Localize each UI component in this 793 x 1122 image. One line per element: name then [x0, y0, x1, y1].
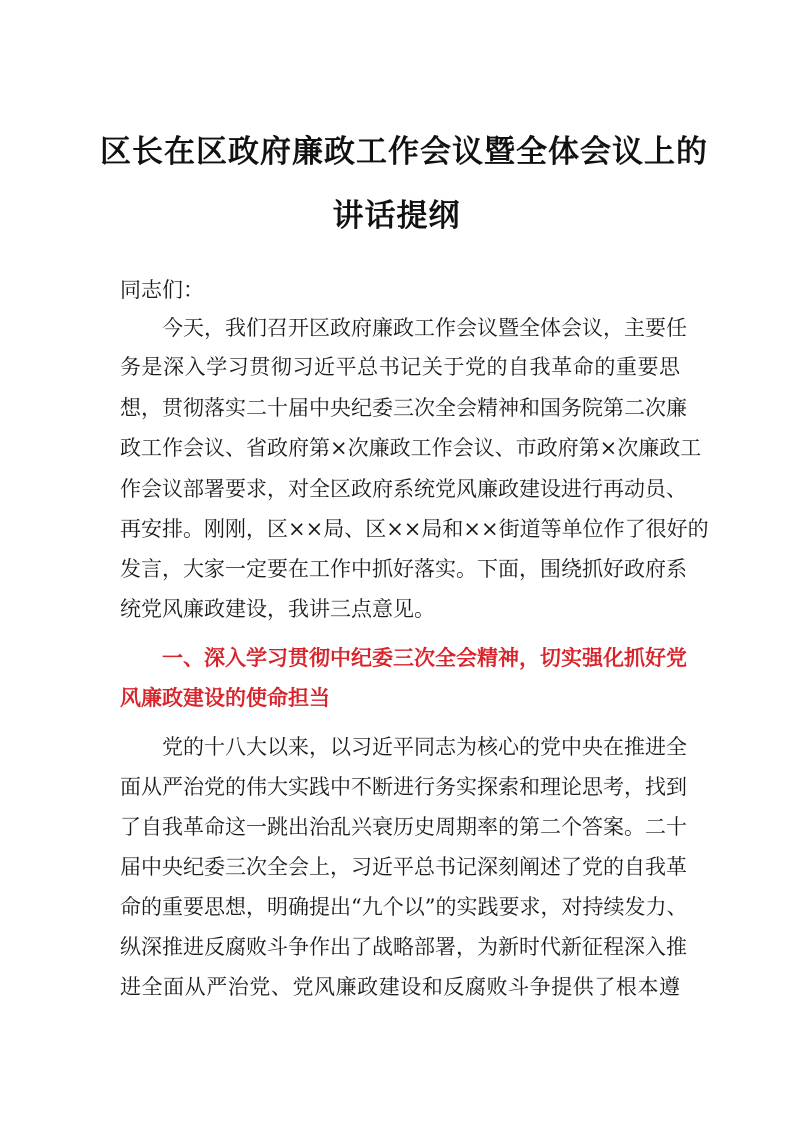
intro-line: 政工作会议、省政府第×次廉政工作会议、市政府第×次廉政工	[120, 436, 702, 460]
document-title-line-2: 讲话提纲	[332, 198, 461, 234]
body-line: 进全面从严治党、党风廉政建设和反腐败斗争提供了根本遵	[120, 975, 680, 999]
body-line: 命的重要思想，明确提出“九个以”的实践要求，对持续发力、	[120, 895, 688, 919]
body-line: 届中央纪委三次全会上，习近平总书记深刻阐述了党的自我革	[120, 855, 687, 879]
body-line: 了自我革命这一跳出治乱兴衰历史周期率的第二个答案。二十	[120, 815, 687, 839]
salutation: 同志们：	[120, 278, 204, 302]
section-heading-line: 一、深入学习贯彻中纪委三次全会精神，切实强化抓好党	[162, 646, 687, 670]
section-heading-line: 风廉政建设的使命担当	[120, 686, 330, 710]
intro-line: 务是深入学习贯彻习近平总书记关于党的自我革命的重要思	[120, 355, 680, 379]
intro-line: 作会议部署要求，对全区政府系统党风廉政建设进行再动员、	[120, 477, 687, 501]
document-title-line-1: 区长在区政府廉政工作会议暨全体会议上的	[100, 134, 708, 170]
intro-line: 想，贯彻落实二十届中央纪委三次全会精神和国务院第二次廉	[120, 396, 687, 420]
intro-line: 再安排。刚刚，区××局、区××局和××街道等单位作了很好的	[120, 517, 709, 541]
intro-line: 统党风廉政建设，我讲三点意见。	[120, 597, 435, 621]
body-line: 纵深推进反腐败斗争作出了战略部署，为新时代新征程深入推	[120, 935, 687, 959]
intro-line: 发言，大家一定要在工作中抓好落实。下面，围绕抓好政府系	[120, 557, 687, 581]
body-line: 面从严治党的伟大实践中不断进行务实探索和理论思考，找到	[120, 775, 687, 799]
intro-line: 今天，我们召开区政府廉政工作会议暨全体会议，主要任	[162, 316, 687, 340]
body-line: 党的十八大以来，以习近平同志为核心的党中央在推进全	[162, 735, 687, 759]
